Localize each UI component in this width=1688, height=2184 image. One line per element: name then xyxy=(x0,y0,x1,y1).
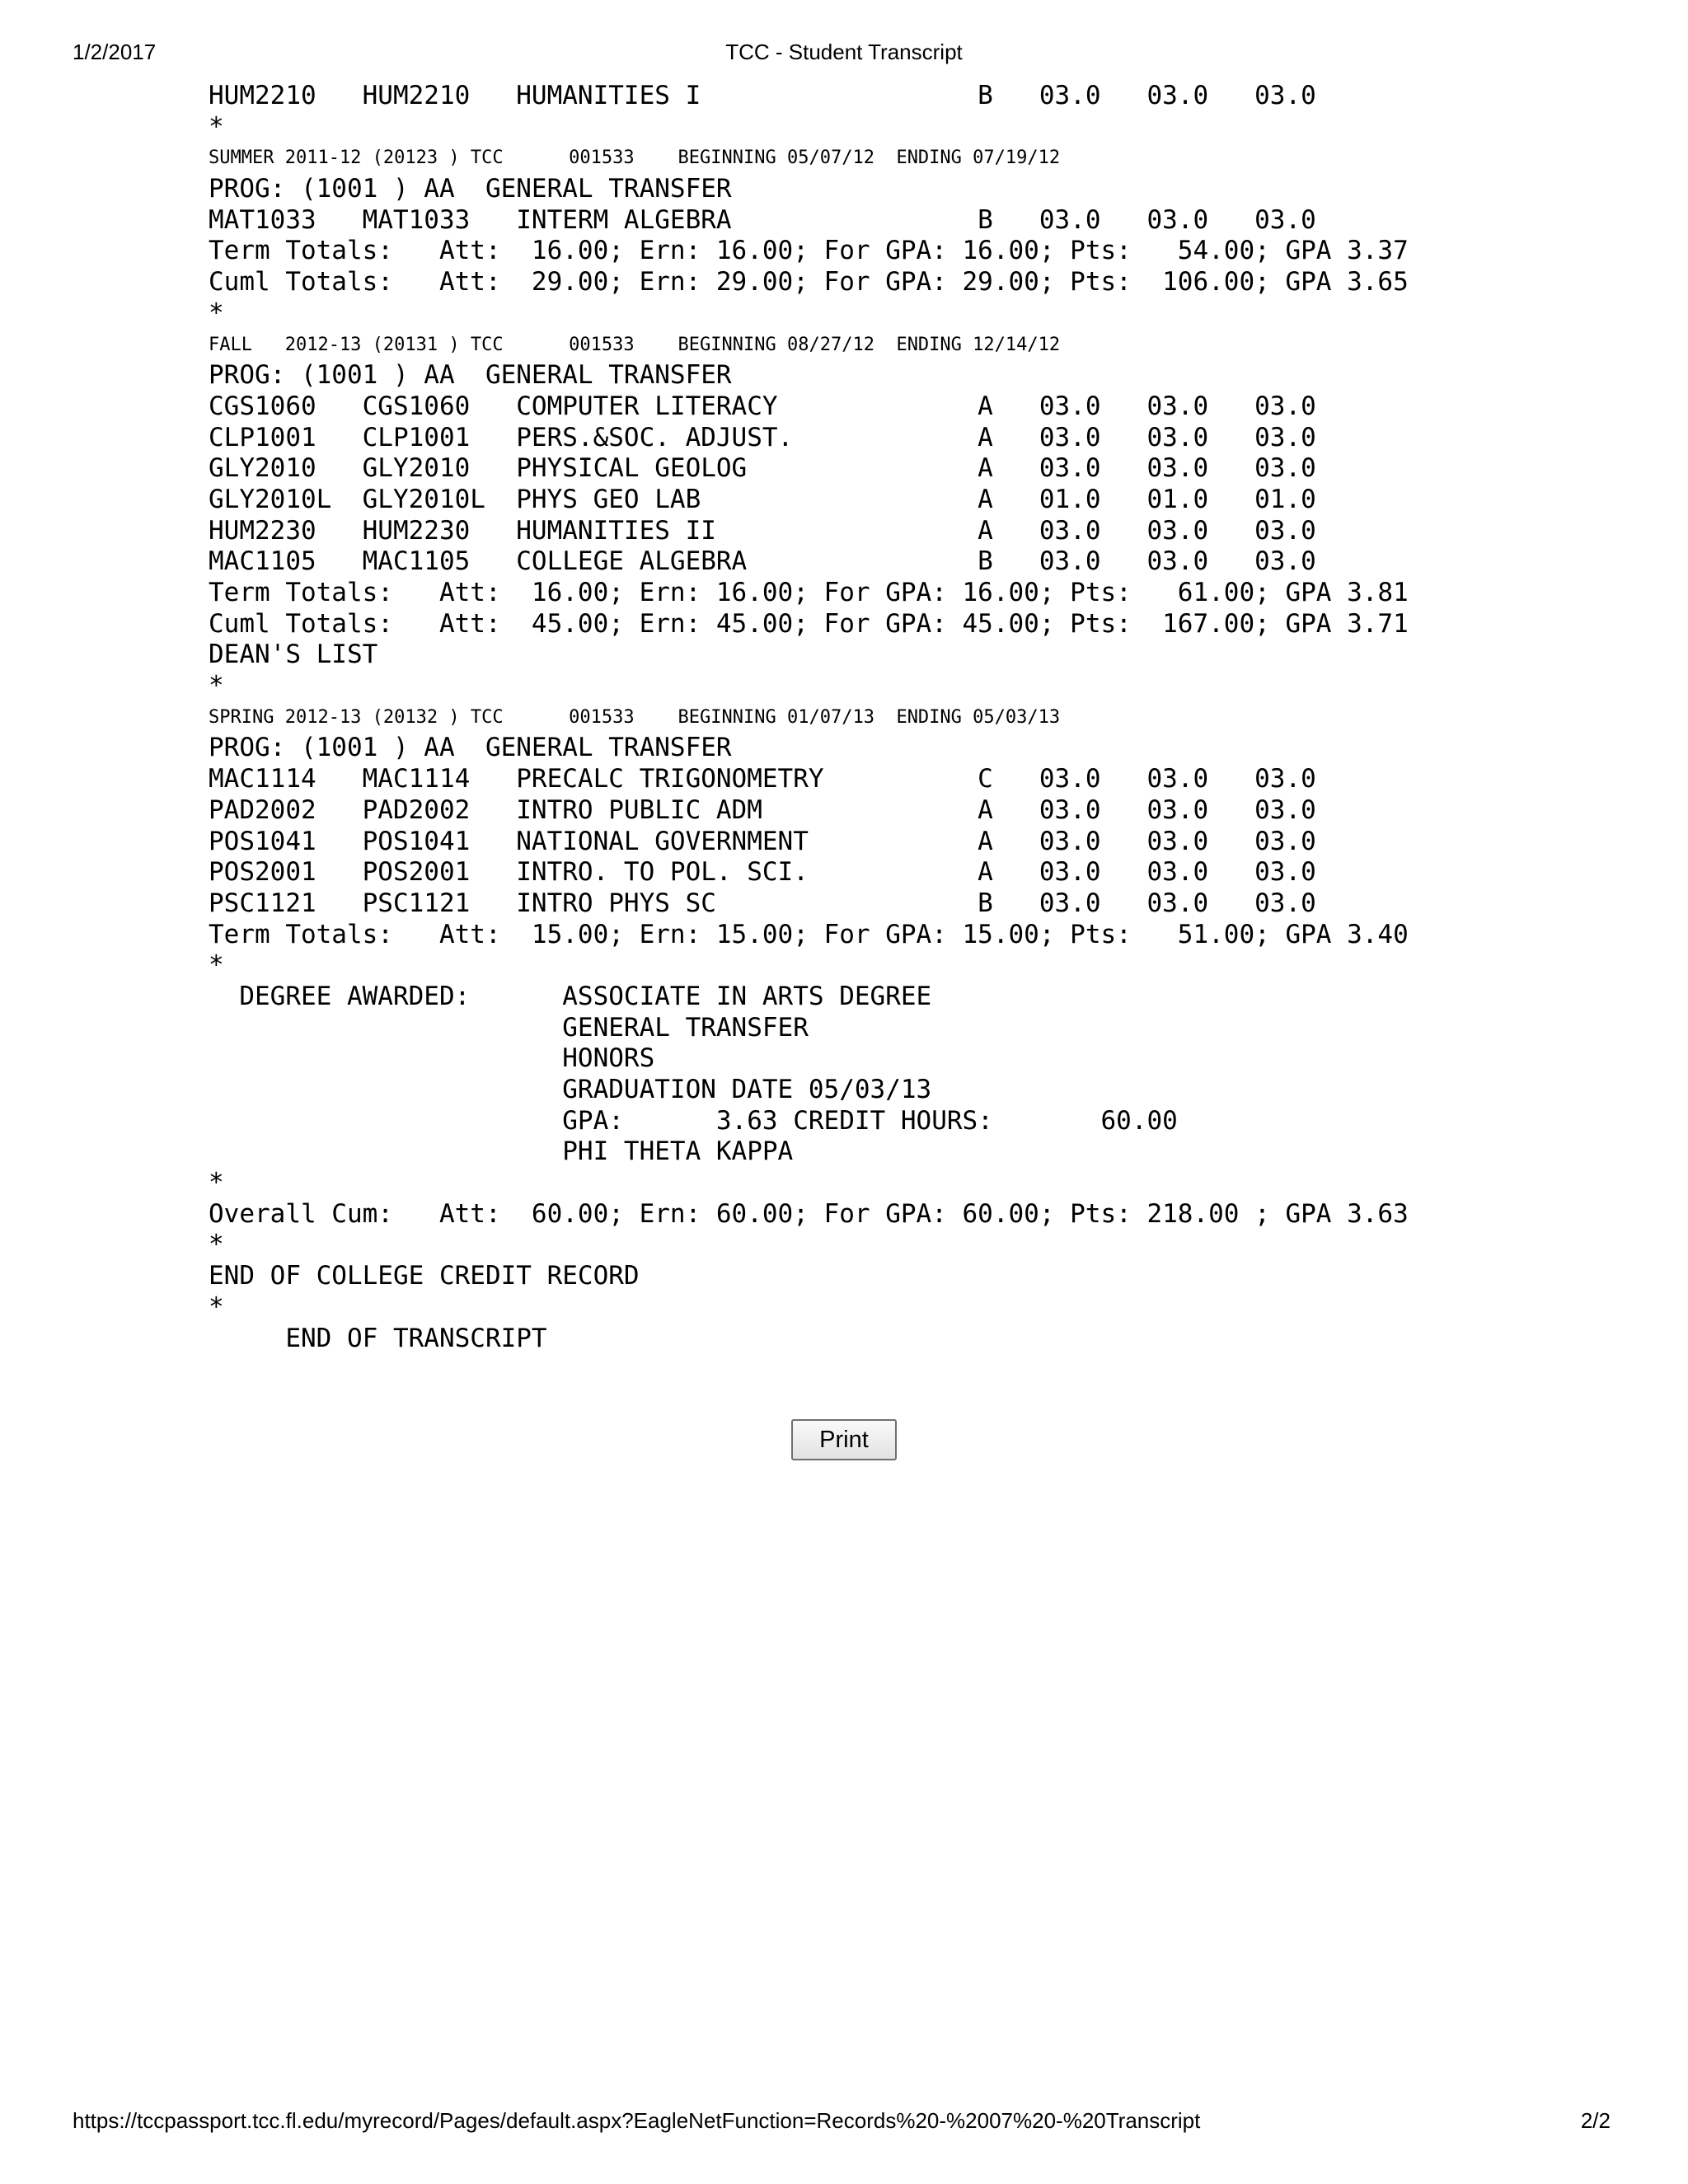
course-row: CLP1001 CLP1001 PERS.&SOC. ADJUST. A 03.0 03.0 03.0 xyxy=(209,422,1316,452)
transcript-note: DEAN'S LIST xyxy=(209,640,378,670)
term-header: SPRING 2012-13 (20132 ) TCC 001533 BEGINNING 01/07/13 ENDING 05/03/13 xyxy=(209,706,1061,728)
degree-line: HONORS xyxy=(209,1043,655,1074)
course-row: MAT1033 MAT1033 INTERM ALGEBRA B 03.0 03.0 03.0 xyxy=(209,204,1316,235)
separator-star: * xyxy=(209,950,224,981)
print-area xyxy=(0,1419,1688,1460)
transcript-note: END OF TRANSCRIPT xyxy=(209,1323,547,1353)
separator-star: * xyxy=(209,111,224,142)
program-line: PROG: (1001 ) AA GENERAL TRANSFER xyxy=(209,733,732,763)
course-row: GLY2010L GLY2010L PHYS GEO LAB A 01.0 01.0 01.0 xyxy=(209,484,1316,514)
course-row: GLY2010 GLY2010 PHYSICAL GEOLOG A 03.0 03.0 03.0 xyxy=(209,453,1316,484)
separator-star: * xyxy=(209,671,224,701)
totals-line: Term Totals: Att: 15.00; Ern: 15.00; For GPA: 15.00; Pts: 51.00; GPA 3.40 xyxy=(209,919,1409,949)
course-row: HUM2230 HUM2230 HUMANITIES II A 03.0 03.0 03.0 xyxy=(209,515,1316,546)
separator-star: * xyxy=(209,298,224,328)
course-row: PAD2002 PAD2002 INTRO PUBLIC ADM A 03.0 03.0 03.0 xyxy=(209,794,1316,825)
totals-line: Term Totals: Att: 16.00; Ern: 16.00; For GPA: 16.00; Pts: 54.00; GPA 3.37 xyxy=(209,236,1409,266)
totals-line: Cuml Totals: Att: 29.00; Ern: 29.00; For GPA: 29.00; Pts: 106.00; GPA 3.65 xyxy=(209,267,1409,298)
totals-line: Cuml Totals: Att: 45.00; Ern: 45.00; For GPA: 45.00; Pts: 167.00; GPA 3.71 xyxy=(209,608,1409,639)
transcript-note: END OF COLLEGE CREDIT RECORD xyxy=(209,1261,640,1291)
transcript-body xyxy=(209,81,1409,1354)
degree-line: GENERAL TRANSFER xyxy=(209,1012,809,1043)
course-row: PSC1121 PSC1121 INTRO PHYS SC B 03.0 03.0 03.0 xyxy=(209,888,1316,918)
separator-star: * xyxy=(209,1291,224,1322)
program-line: PROG: (1001 ) AA GENERAL TRANSFER xyxy=(209,360,732,391)
print-button[interactable]: Print xyxy=(791,1419,897,1460)
separator-star: * xyxy=(209,1230,224,1260)
course-row: POS2001 POS2001 INTRO. TO POL. SCI. A 03.0 03.0 03.0 xyxy=(209,857,1316,888)
course-row: HUM2210 HUM2210 HUMANITIES I B 03.0 03.0 03.0 xyxy=(209,81,1316,110)
page-number: 2/2 xyxy=(1580,2108,1611,2133)
degree-line: GRADUATION DATE 05/03/13 xyxy=(209,1075,932,1104)
degree-line: PHI THETA KAPPA xyxy=(209,1137,794,1167)
separator-star: * xyxy=(209,1168,224,1198)
totals-line: Term Totals: Att: 16.00; Ern: 16.00; For GPA: 16.00; Pts: 61.00; GPA 3.81 xyxy=(209,578,1409,607)
program-line: PROG: (1001 ) AA GENERAL TRANSFER xyxy=(209,174,732,204)
term-header: SUMMER 2011-12 (20123 ) TCC 001533 BEGINNING 05/07/12 ENDING 07/19/12 xyxy=(209,148,1061,169)
term-header: FALL 2012-13 (20131 ) TCC 001533 BEGINNING 08/27/12 ENDING 12/14/12 xyxy=(209,334,1061,355)
totals-line: Overall Cum: Att: 60.00; Ern: 60.00; For GPA: 60.00; Pts: 218.00 ; GPA 3.63 xyxy=(209,1198,1409,1229)
degree-line: DEGREE AWARDED: ASSOCIATE IN ARTS DEGREE xyxy=(209,981,932,1011)
print-date: 1/2/2017 xyxy=(73,40,157,64)
page-url: https://tccpassport.tcc.fl.edu/myrecord/Pages/default.aspx?EagleNetFunction=Records%20-%2007%20-%20Transcript xyxy=(73,2108,1201,2133)
course-row: MAC1105 MAC1105 COLLEGE ALGEBRA B 03.0 03.0 03.0 xyxy=(209,546,1316,577)
degree-line: GPA: 3.63 CREDIT HOURS: 60.00 xyxy=(209,1105,1178,1136)
course-row: MAC1114 MAC1114 PRECALC TRIGONOMETRY C 03.0 03.0 03.0 xyxy=(209,764,1316,794)
page-title: TCC - Student Transcript xyxy=(725,40,963,64)
course-row: CGS1060 CGS1060 COMPUTER LITERACY A 03.0 03.0 03.0 xyxy=(209,391,1316,421)
course-row: POS1041 POS1041 NATIONAL GOVERNMENT A 03.0 03.0 03.0 xyxy=(209,826,1316,856)
